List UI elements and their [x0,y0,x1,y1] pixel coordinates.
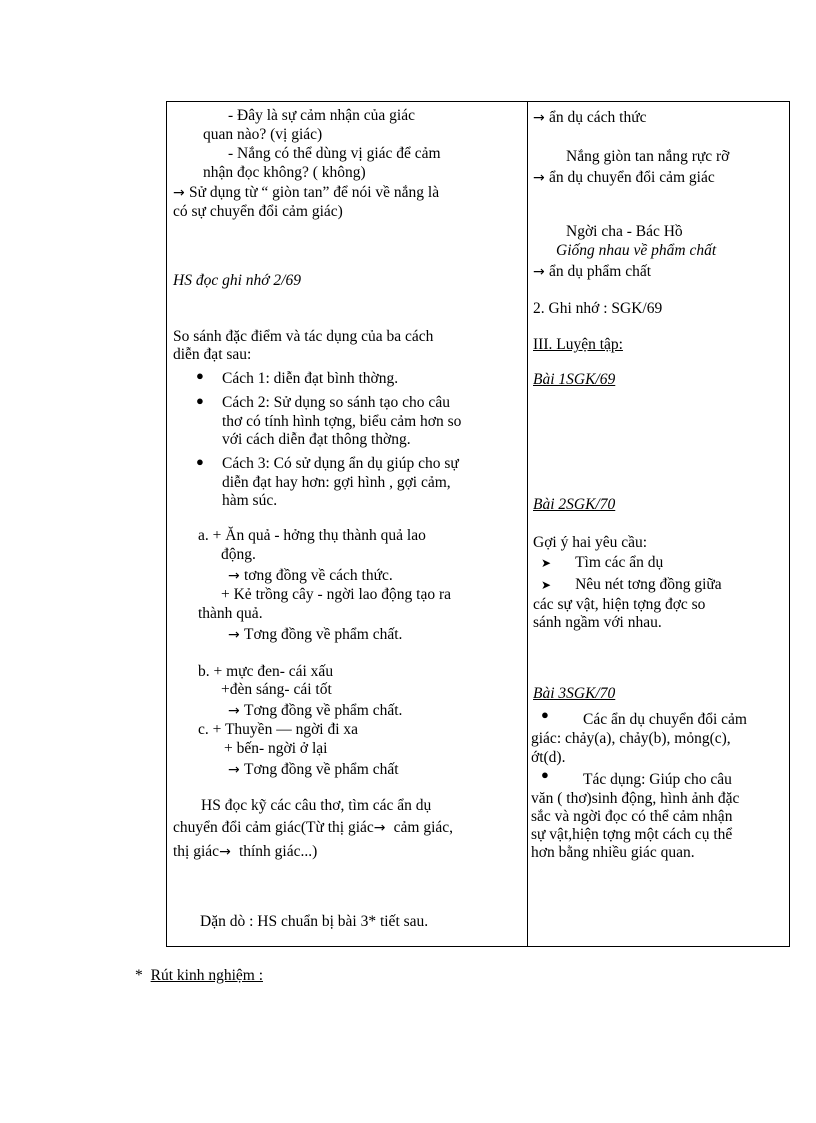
bullet-icon: ● [196,454,204,469]
arrow-right-icon: → [373,820,386,836]
question-2-cont: nhận đọc không? ( không) [203,164,366,181]
item-a-line-3: tơng đồng về cách thức. [244,567,393,584]
question-1: - Đây là sự cảm nhận của giác [228,107,415,124]
bullet-icon: ● [541,767,549,782]
item-a-line-4: + Kẻ trồng cây - ngời lao động tạo ra [221,586,451,603]
arrow-right-icon: → [228,762,240,778]
experience-label: Rút kinh nghiệm : [150,967,263,984]
way-2-line-1: Cách 2: Sử dụng so sánh tạo cho câu [222,394,450,411]
item-b-line-3: Tơng đồng về phẩm chất. [244,702,403,719]
metaphor-sense: ẩn dụ chuyển đổi cảm giác [549,169,715,186]
similar-quality: Giống nhau về phẩm chất [556,242,717,259]
footer-star: * [135,967,143,984]
read-note: HS đọc ghi nhớ 2/69 [173,272,301,289]
answer-1-line-1: Các ẩn dụ chuyển đổi cảm [583,711,747,728]
way-1: Cách 1: diễn đạt bình thờng. [222,370,399,387]
metaphor-quality: ẩn dụ phẩm chất [549,263,652,280]
answer-2-line-5: hơn bằng nhiều giác quan. [531,844,695,861]
way-3-line-2: diễn đạt hay hơn: gợi hình , gợi cảm, [222,474,451,491]
answer-1-line-3: ớt(d). [531,749,566,766]
way-3-line-1: Cách 3: Có sử dụng ẩn dụ giúp cho sự [222,455,459,472]
hs-line-1: HS đọc kỹ các câu thơ, tìm các ẩn dụ [201,797,432,814]
hint-item-2: Nêu nét tơng đồng giữa [575,576,722,593]
arrowhead-bullet-icon: ➤ [541,578,552,592]
hs-line-3a: thị giác [173,843,220,860]
arrow-right-icon: → [533,170,545,186]
father-example: Ngời cha - Bác Hồ [566,223,683,240]
item-c-line-2: + bến- ngời ở lại [224,740,328,757]
item-c-line-1: c. + Thuyền — ngời đi xa [198,721,359,738]
exercise-1-heading: Bài 1SGK/69 [533,371,616,388]
memo-heading: 2. Ghi nhớ : SGK/69 [533,300,663,317]
answer-1-line-2: giác: chảy(a), chảy(b), mỏng(c), [531,730,731,747]
bullet-icon: ● [541,707,549,722]
column-divider [527,101,528,947]
hs-line-2a: chuyển đổi cảm giác(Từ thị giác [173,819,374,836]
item-a-line-5: thành quả. [198,605,263,622]
exercise-3-heading: Bài 3SGK/70 [533,685,616,702]
arrow-right-icon: → [219,844,231,860]
question-1-cont: quan nào? (vị giác) [203,126,323,143]
item-c-line-3: Tơng đồng về phẩm chất [244,761,399,778]
arrowhead-bullet-icon: ➤ [541,556,552,570]
arrow-right-icon: → [228,703,240,719]
question-2: - Nắng có thể dùng vị giác để cảm [228,145,441,162]
answer-2-line-1: Tác dụng: Giúp cho câu [583,771,732,788]
arrow-right-icon: → [228,568,240,584]
usage-line-1: Sử dụng từ “ giòn tan” để nói về nắng là [189,184,440,201]
hint-line: Gợi ý hai yêu cầu: [533,534,648,551]
arrow-right-icon: → [533,110,545,126]
practice-heading: III. Luyện tập: [533,336,623,353]
compare-line-1: So sánh đặc điểm và tác dụng của ba cách [173,328,434,345]
exercise-2-heading: Bài 2SGK/70 [533,496,616,513]
bullet-icon: ● [196,393,204,408]
item-a-line-1: a. + Ăn quả - hởng thụ thành quả lao [198,527,426,544]
sunshine-example: Nắng giòn tan nắng rực rỡ [566,148,730,165]
answer-2-line-4: sự vật,hiện tợng một cách cụ thể [531,826,733,843]
item-b-line-2: +đèn sáng- cái tốt [221,681,332,698]
arrow-right-icon: → [228,627,240,643]
homework-note: Dặn dò : HS chuẩn bị bài 3* tiết sau. [200,913,429,930]
metaphor-method: ẩn dụ cách thức [549,109,647,126]
hint-item-2-cont: các sự vật, hiện tợng đợc so [533,596,706,613]
way-2-line-2: thơ có tính hình tợng, biểu cảm hơn so [222,413,462,430]
arrow-right-icon: → [173,185,185,201]
hint-item-1: Tìm các ẩn dụ [575,554,664,571]
way-3-line-3: hàm súc. [222,492,278,509]
item-b-line-1: b. + mực đen- cái xấu [198,663,334,680]
hint-item-2-cont2: sánh ngầm với nhau. [533,614,662,631]
answer-2-line-3: sắc và ngời đọc có thể cảm nhận [531,808,733,825]
compare-line-2: diễn đạt sau: [173,346,252,363]
way-2-line-3: với cách diễn đạt thông thờng. [222,431,411,448]
answer-2-line-2: văn ( thơ)sinh động, hình ảnh đặc [531,790,740,807]
arrow-right-icon: → [533,264,545,280]
footer-note [135,966,263,985]
item-a-line-6: Tơng đồng về phẩm chất. [244,626,403,643]
hs-line-3b: thính giác...) [235,843,318,860]
item-a-line-2: động. [221,546,256,563]
hs-line-2b: cảm giác, [389,819,454,836]
bullet-icon: ● [196,368,204,383]
usage-line-2: có sự chuyển đổi cảm giác) [173,203,343,220]
